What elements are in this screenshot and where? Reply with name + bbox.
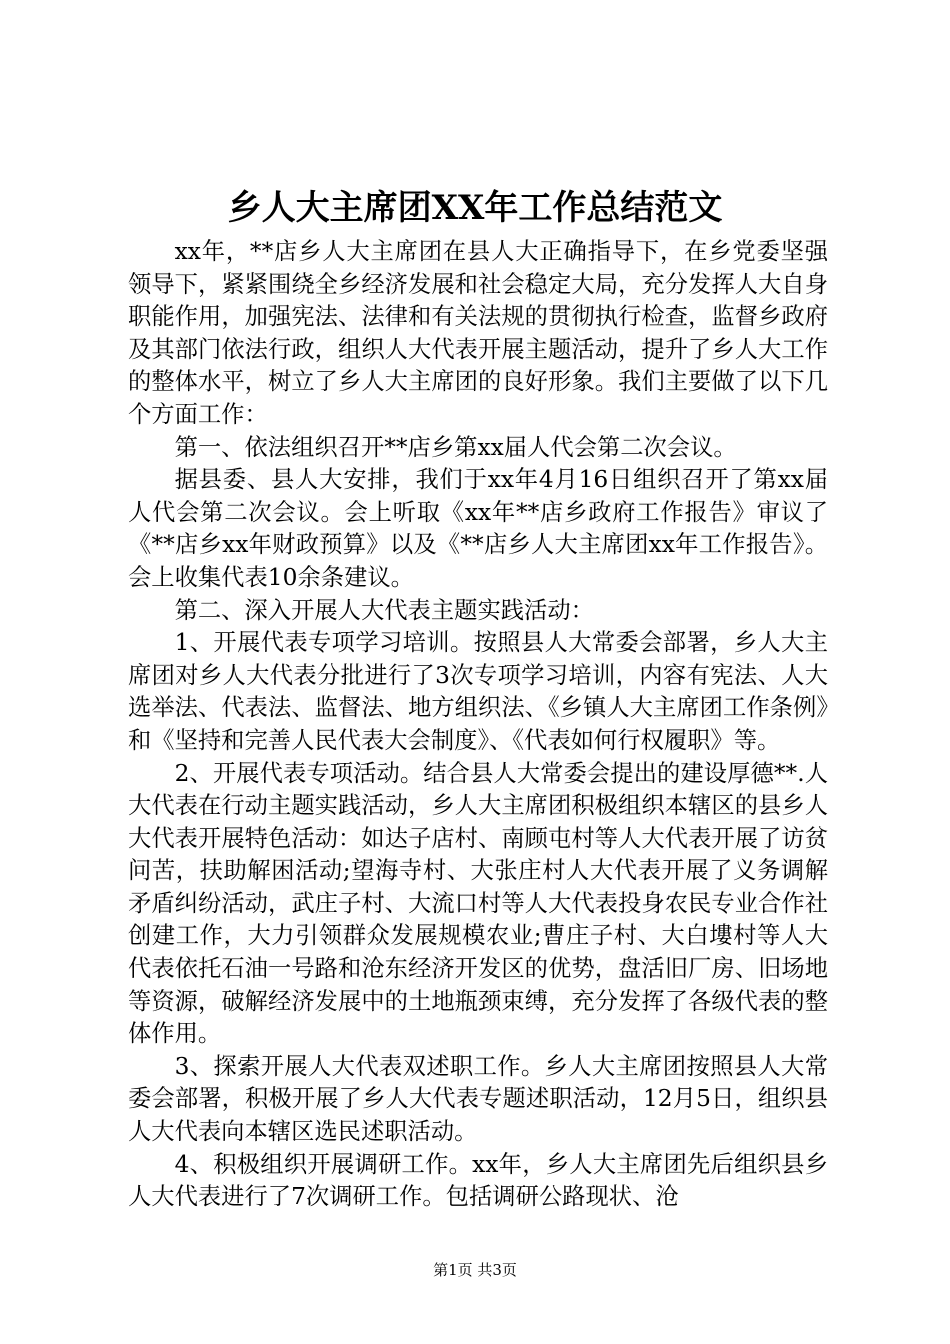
paragraph-item-training: 1、开展代表专项学习培训。按照县人大常委会部署，乡人大主席团对乡人大代表分批进行了3次专项学习培训，内容有宪法、人大选举法、代表法、监督法、地方组织法、《乡镇人大主席团工作条例》和《坚持和完善人民代表大会制度》、《代表如何行权履职》等。 [128,629,828,754]
document-body [128,236,828,1214]
paragraph-item-research: 4、积极组织开展调研工作。xx年，乡人大主席团先后组织县乡人大代表进行了7次调研工作。包括调研公路现状、沧 [128,1150,828,1211]
paragraph-section-one-heading: 第一、依法组织召开**店乡第xx届人代会第二次会议。 [174,433,737,461]
paragraph-item-activities: 2、开展代表专项活动。结合县人大常委会提出的建设厚德**.人大代表在行动主题实践活动，乡人大主席团积极组织本辖区的县乡人大代表开展特色活动：如达子店村、南顾屯村等人大代表开展了访贫问苦，扶助解困活动;望海寺村、大张庄村人大代表开展了义务调解矛盾纠纷活动，武庄子村、大流口村等人大代表投身农民专业合作社创建工作，大力引领群众发展规模农业;曹庄子村、大白塿村等人大代表依托石油一号路和沧东经济开发区的优势，盘活旧厂房、旧场地等资源，破解经济发展中的土地瓶颈束缚，充分发挥了各级代表的整体作用。 [128,759,828,1048]
page-title: 乡人大主席团XX年工作总结范文 [227,188,723,228]
paragraph-item-reporting: 3、探索开展人大代表双述职工作。乡人大主席团按照县人大常委会部署，积极开展了乡人大代表专题述职活动，12月5日，组织县人大代表向本辖区选民述职活动。 [128,1052,828,1146]
page-indicator: 第1页 共3页 [433,1261,517,1279]
paragraph-congress-meeting: 据县委、县人大安排，我们于xx年4月16日组织召开了第xx届人代会第二次会议。会上听取《xx年**店乡政府工作报告》审议了《**店乡xx年财政预算》以及《**店乡人大主席团xx年工作报告》。会上收集代表10余条建议。 [128,466,828,591]
paragraph-section-two-heading: 第二、深入开展人大代表主题实践活动： [174,596,594,624]
paragraph-intro: xx年，**店乡人大主席团在县人大正确指导下，在乡党委坚强领导下，紧紧围绕全乡经济发展和社会稳定大局，充分发挥人大自身职能作用，加强宪法、法律和有关法规的贯彻执行检查，监督乡政府及其部门依法行政，组织人大代表开展主题活动，提升了乡人大工作的整体水平，树立了乡人大主席团的良好形象。我们主要做了以下几个方面工作： [128,238,828,428]
